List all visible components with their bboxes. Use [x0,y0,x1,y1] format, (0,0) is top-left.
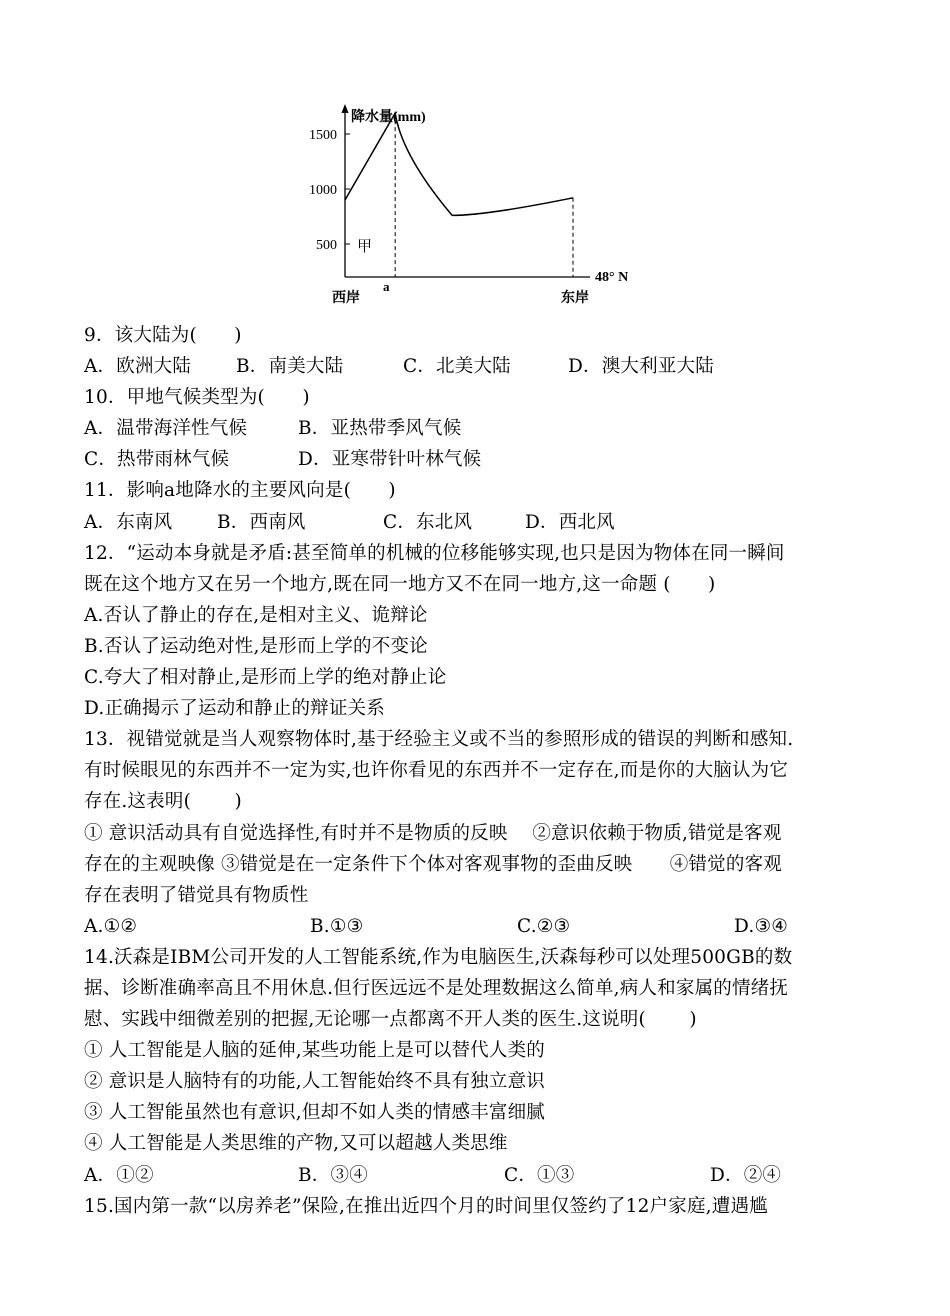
options-10a [84,413,884,444]
option-d: D．西北风 [525,511,615,533]
statement-4: ④ 人工智能是人类思维的产物,又可以超越人类思维 [84,1133,508,1155]
question-15: 15.国内第一款“以房养老”保险,在推出近四个月的时间里仅签约了12户家庭,遭遇尴 [84,1195,768,1217]
question-13-line-1: 13．视错觉就是当人观察物体时,基于经验主义或不当的参照形成的错误的判断和感知. [84,729,794,751]
y-tick-label: 1500 [309,128,337,143]
question-9: 9．该大陆为( ) [84,325,242,346]
option-c: C．热带雨林气候 [84,449,230,471]
option-a: A．东南风 [84,511,173,533]
question-14-line-2: 据、诊断准确率高且不用休息.但行医远远不是处理数据这么简单,病人和家属的情绪抚 [84,977,789,999]
option-c: C．北美大陆 [403,356,511,378]
statements-13-line-1: ① 意识活动具有自觉选择性,有时并不是物质的反映 ②意识依赖于物质,错觉是客观 [84,822,782,844]
option-c: C.②③ [517,915,571,937]
option-d: D.③④ [734,915,789,937]
y-tick-label: 500 [316,238,337,253]
question-12-line-1: 12．“运动本身就是矛盾:甚至简单的机械的位移能够实现,也只是因为物体在同一瞬间 [84,542,785,564]
options-9 [84,351,884,382]
question-11: 11．影响a地降水的主要风向是( ) [84,480,396,502]
question-10: 10．甲地气候类型为( ) [84,387,310,409]
option-d: D．亚寒带针叶林气候 [298,449,482,471]
x-label-west: 西岸 [332,291,360,306]
statements-13-line-3: 存在表明了错觉具有物质性 [84,884,309,906]
option-a: A.①② [84,915,138,937]
question-13-line-3: 存在.这表明( ) [84,791,242,813]
options-13 [84,911,884,942]
question-13-line-2: 有时候眼见的东西并不一定为实,也许你看见的东西并不一定存在,而是你的大脑认为它 [84,760,789,782]
option-b: B．西南风 [217,511,306,533]
option-c: C.夸大了相对静止,是形而上学的绝对静止论 [84,667,447,689]
option-b: B.①③ [310,915,364,937]
x-label-a: a [383,279,390,294]
option-b: B．南美大陆 [236,356,344,378]
statement-1: ① 人工智能是人脑的延伸,某些功能上是可以替代人类的 [84,1040,545,1062]
options-14 [84,1160,884,1191]
option-a: A．①② [84,1164,154,1186]
statements-13-line-2: 存在的主观映像 ③错觉是在一定条件下个体对客观事物的歪曲反映 ④错觉的客观 [84,853,782,875]
options-11 [84,507,884,538]
option-c: C．①③ [504,1164,575,1186]
option-b: B．③④ [298,1164,368,1186]
question-14-line-3: 慰、实践中细微差别的把握,无论哪一点都离不开人类的医生.这说明( ) [84,1009,697,1031]
x-axis-label: 48° N [595,270,629,285]
statement-3: ③ 人工智能虽然也有意识,但却不如人类的情感丰富细腻 [84,1102,545,1124]
question-12-line-2: 既在这个地方又在另一个地方,既在同一地方又不在同一地方,这一命题 ( ) [84,573,716,595]
option-a: A．欧洲大陆 [84,356,192,378]
statement-2: ② 意识是人脑特有的功能,人工智能始终不具有独立意识 [84,1071,545,1093]
option-d: D．澳大利亚大陆 [568,356,714,378]
options-10b [84,444,884,475]
region-label-jia: 甲 [357,239,373,255]
option-a: A.否认了静止的存在,是相对主义、诡辩论 [84,604,428,626]
option-d: D.正确揭示了运动和静止的辩证关系 [84,698,385,720]
option-b: B.否认了运动绝对性,是形而上学的不变论 [84,635,428,657]
question-14-line-1: 14.沃森是IBM公司开发的人工智能系统,作为电脑医生,沃森每秒可以处理500GB的数 [84,946,793,968]
precipitation-chart [305,95,655,315]
precipitation-line [345,113,573,215]
y-axis-arrow [342,104,349,113]
option-d: D．②④ [710,1164,782,1186]
y-axis-label: 降水量(mm) [351,110,426,125]
document-body [84,320,884,1222]
option-b: B．亚热带季风气候 [298,418,462,440]
option-a: A．温带海洋性气候 [84,418,248,440]
option-c: C．东北风 [383,511,473,533]
y-tick-label: 1000 [309,183,337,198]
x-label-east: 东岸 [561,291,589,306]
